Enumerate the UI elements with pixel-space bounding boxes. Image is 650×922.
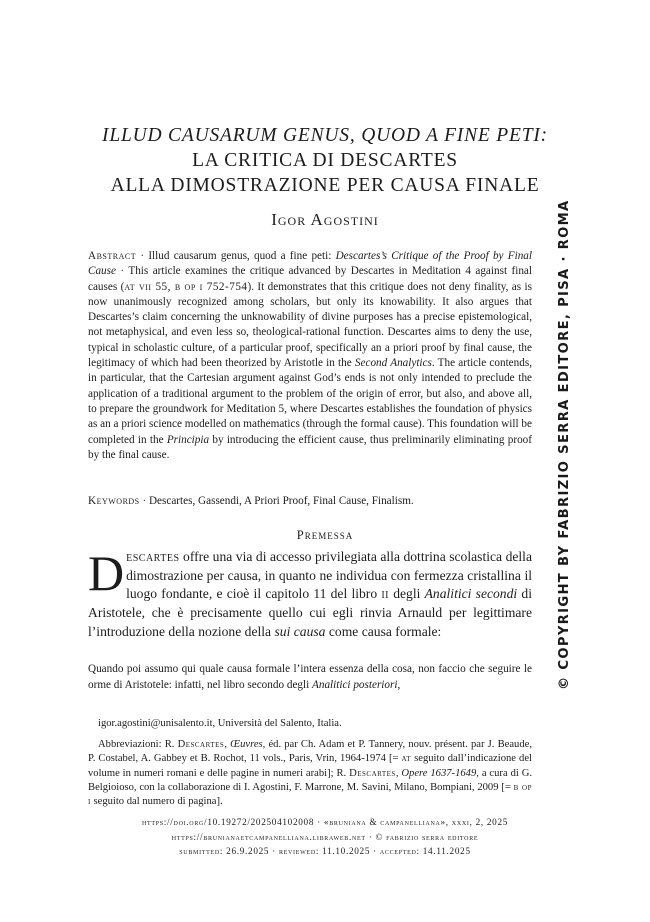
quote-text: Quando poi assumo qui quale causa formale l’intera essenza della cosa, non faccio che seguire le orme di Aristotele: infatti, nel libro secondo degli bbox=[88, 663, 532, 691]
body-text-1: offre una via di accesso privilegiata alla dottrina scolastica della dimostrazione per causa, in quanto ne individua con fermezza cristallina il luogo fondante, e cioè il capitolo 11 del libro bbox=[126, 549, 532, 602]
journal-url-line[interactable]: https://brunianaetcampanelliana.libraweb.net · © fabrizio serra editore bbox=[171, 831, 479, 842]
fn-text-3: seguito dall’indicazione del volume in numeri romani e delle pagine in numeri arabi]; R. bbox=[88, 753, 532, 779]
quote-end: , bbox=[397, 678, 401, 691]
section-heading: Premessa bbox=[296, 528, 354, 542]
fn-author-1: Descartes bbox=[177, 739, 225, 751]
abstract-work-2: Principia bbox=[166, 433, 210, 446]
footnotes bbox=[88, 717, 532, 809]
keywords-text: Descartes, Gassendi, A Priori Proof, Final Cause, Finalism. bbox=[148, 495, 414, 507]
body-work-1: Analitici secondi bbox=[424, 586, 518, 602]
fn-work-1: Œuvres bbox=[230, 739, 263, 751]
side-copyright-notice: © COPYRIGHT BY FABRIZIO SERRA EDITORE, PISA · ROMA bbox=[557, 199, 572, 690]
fn-author-2: Descartes bbox=[349, 767, 396, 779]
fn-abbr-label: Abbreviazioni: R. bbox=[98, 739, 178, 751]
title-line-3: ALLA DIMOSTRAZIONE PER CAUSA FINALE bbox=[110, 175, 540, 196]
body-term: sui causa bbox=[274, 623, 326, 639]
body-text-2: degli bbox=[389, 586, 425, 602]
body-text-3: di Aristotele, che è precisamente quello cui egli rinvia Arnauld per legittimare l’introduzione della nozione della bbox=[88, 586, 532, 639]
body-book-number: ii bbox=[381, 586, 390, 602]
drop-cap: D bbox=[88, 545, 125, 601]
article-title bbox=[60, 123, 590, 198]
fn-sigla-2: b op i bbox=[88, 781, 532, 808]
abstract-text-2: ). It demonstrates that this critique does not deny finality, as is now unanimously recognized among scholars, but only its knowability. It also argues that Descartes’s claim concerning the unknowability of divine purposes has a precise epistemological, not metaphysical, and even less so, theological-rational function. Descartes aims to deny the use, typical in scholastic culture, of a particular proof, specifically an a priori proof by final cause, the legitimacy of which had been theorized by Aristotle in the bbox=[88, 280, 532, 370]
doi-block bbox=[60, 815, 590, 859]
doi-line[interactable]: https://doi.org/10.19272/202504102008 · «bruniana & campanelliana», xxxi, 2, 2025 bbox=[141, 817, 509, 827]
body-paragraph bbox=[88, 545, 532, 642]
submission-dates: submitted: 26.9.2025 · reviewed: 11.10.2025 · accepted: 14.11.2025 bbox=[179, 846, 471, 856]
abstract-work-1: Second Analytics bbox=[354, 357, 432, 370]
abstract-reference: at vii 55, b op i 752-754 bbox=[124, 280, 248, 293]
abstract-lead-title-en: Descartes’s Critique of the Proof by Final Cause bbox=[88, 250, 532, 278]
author-name: Igor Agostini bbox=[271, 210, 379, 229]
keywords: Keywords · Descartes, Gassendi, A Priori Proof, Final Cause, Finalism. bbox=[88, 495, 414, 507]
title-line-2: LA CRITICA DI DESCARTES bbox=[192, 150, 458, 171]
abstract-text-1: This article examines the critique advanced by Descartes in Meditation 4 against final causes ( bbox=[88, 265, 532, 293]
quote-work: Analitici posteriori bbox=[312, 678, 398, 691]
fn-text-2: , éd. par Ch. Adam et P. Tannery, nouv. présent. par J. Beaude, P. Costabel, A. Gabbey et B. Rochot, 11 vols., Paris, Vrin, 1964-1974 [= bbox=[88, 739, 532, 765]
keywords-label: Keywords bbox=[88, 495, 140, 507]
fn-text-1: , bbox=[224, 739, 231, 751]
block-quote bbox=[88, 662, 532, 693]
abstract-lead-title: Illud causarum genus, quod a fine peti: bbox=[148, 250, 336, 262]
body-author-name: escartes bbox=[126, 549, 180, 564]
fn-text-6: seguito dal numero di pagina]. bbox=[90, 796, 223, 808]
fn-sigla-1: at bbox=[401, 753, 412, 765]
fn-text-5: , a cura di G. Belgioioso, con la collaborazione di I. Agostini, F. Marrone, M. Savini, Milano, Bompiani, 2009 [= bbox=[88, 767, 533, 793]
abstract-label: Abstract bbox=[88, 250, 137, 262]
abstract: Abstract · Illud causarum genus, quod a fine peti: Descartes’s Critique of the Proof by Final Cause · This article examines the critique advanced by Descartes in Meditation 4 against final causes (at vii 55, b op i 752-754). It demonstrates that this critique does not deny finality, as is now unanimously recognized among scholars, but only its knowability. It also argues that Descartes’s claim concerning the unknowability of divine purposes has a precise epistemological, not metaphysical, and even less so, theological-rational function. Descartes aims to deny the use, typical in scholastic culture, of a particular proof, specifically an a priori proof by final cause, the legitimacy of which had been theorized by Aristotle in the Second Analytics. The article contends, in particular, that the Cartesian argument against God’s ends is not only intended to preclude the application of a traditional argument to the problem of the origin of error, but also, and above all, to prepare the groundwork for Meditation 5, where Descartes establishes the foundation of physics as an a priori science modelled on mathematics (through the formal cause). This foundation will be completed in the Principia by introducing the efficient cause, thus preliminarily eliminating proof by the final cause. bbox=[88, 250, 532, 461]
abstract-text-4: by introducing the efficient cause, thus preliminarily eliminating proof by the final cause. bbox=[88, 433, 532, 461]
abstract-text-3: . The article contends, in particular, that the Cartesian argument against God’s ends is not only intended to preclude the application of a traditional argument to the problem of the origin of error, but also, and above all, to prepare the groundwork for Meditation 5, where Descartes establishes the foundation of physics as an a priori science modelled on mathematics (through the formal cause). This foundation will be completed in the bbox=[88, 357, 532, 446]
fn-work-2: Opere 1637-1649 bbox=[401, 767, 477, 779]
fn-text-4: , bbox=[395, 767, 402, 779]
title-line-1: ILLUD CAUSARUM GENUS, QUOD A FINE PETI: bbox=[102, 125, 548, 146]
body-text-4: come causa formale: bbox=[325, 623, 442, 639]
footnote-affiliation: igor.agostini@unisalento.it, Università del Salento, Italia. bbox=[98, 718, 342, 729]
footnote-abbreviations bbox=[88, 738, 532, 809]
